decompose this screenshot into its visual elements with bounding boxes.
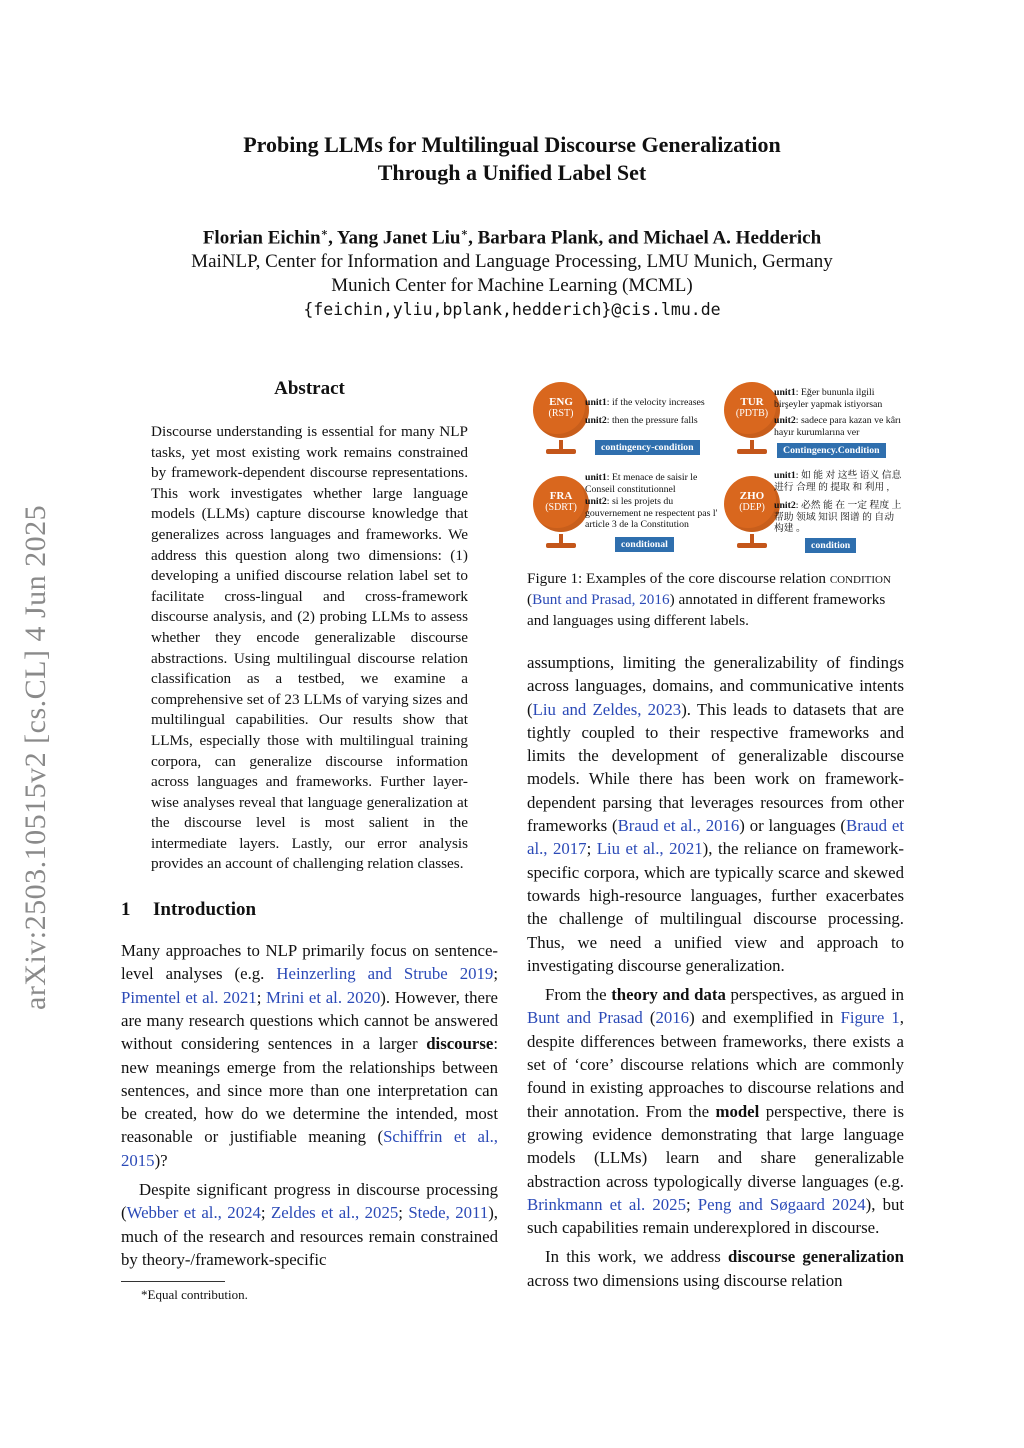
unit1-text: unit1: 如 能 对 这些 语义 信息 进行 合理 的 提取 和 利用 , [774,470,902,493]
globe-icon: ZHO (DEP) [724,476,780,532]
citation-link[interactable]: Zeldes et al., 2025 [270,1203,399,1223]
citation-link[interactable]: Pimentel et al. 2021 [121,987,257,1007]
relation-label: condition [805,538,856,553]
globe-base [546,449,576,454]
right-column [527,376,904,1292]
author-emails: {feichin,yliu,bplank,hedderich}@cis.lmu.de [303,300,721,320]
unit2-text: unit2: 必然 能 在 一定 程度 上 帮助 领域 知识 图谱 的 自动 构建 。 [774,500,902,534]
figure-reference-link[interactable]: Figure 1 [840,1008,900,1028]
relation-label: conditional [615,537,674,552]
section-heading-introduction [121,897,498,923]
citation-link[interactable]: Braud et al., 2017 [527,816,904,859]
globe-base [737,449,767,454]
citation-link[interactable]: 2016 [655,1008,690,1028]
relation-label: contingency-condition [595,440,700,455]
intro-paragraph-3: assumptions, limiting the generalizability of findings across languages, domains, and communicative intents (Liu and Zeldes, 2023). This leads to datasets that are tightly coupled to their respective frameworks and limits the development of generalizable discourse models. While there has been work on framework-dependent parsing that leverages resources from other frameworks (Braud et al., 2016) or languages (Braud et al., 2017; Liu et al., 2021), the reliance on framework-specific corpora, which are typically scarce and skewed towards high-resource languages, further exacerbates the challenge of multilingual discourse processing. Thus, we need a unified view and approach to investigating discourse generalization. [527,653,904,975]
citation-link[interactable]: Schiffrin et al., 2015 [121,1127,498,1170]
left-column [121,376,498,1304]
unit1-text: unit1: if the velocity increases [585,397,705,408]
globe-base [737,543,767,548]
figure-1-caption: Figure 1: Examples of the core discourse relation condition (Bunt and Prasad, 2016) annotated in different frameworks and languages using different labels. [527,570,891,629]
citation-link[interactable]: Liu and Zeldes, 2023 [532,699,682,719]
unit2-text: unit2: sadece para kazan ve kârı hayır kurumlarına ver [774,415,902,438]
author-block [0,221,1024,322]
globe-icon: TUR (PDTB) [724,382,780,438]
abstract-text: Discourse understanding is essential for many NLP tasks, yet most existing work remains constrained by framework-dependent discourse representations. This work investigates whether large language models (LLMs) capture discourse knowledge that generalizes across languages and frameworks. We address this question along two dimensions: (1) developing a unified discourse relation label set to facilitate cross-lingual and cross-framework discourse analysis, and (2) probing LLMs to assess whether they encode generalizable discourse abstractions. Using multilingual discourse relation classification as a testbed, we examine a comprehensive set of 23 LLMs of varying sizes and multilingual capabilities. Our results show that LLMs, especially those with multilingual training corpora, can generalize discourse information across languages and frameworks. Further layer-wise analyses reveal that language generalization at the discourse level is most salient in the intermediate layers. Lastly, our error analysis provides an account of challenging relation classes. [151,423,468,873]
citation-link[interactable]: Liu et al., 2021 [596,839,703,859]
citation-link[interactable]: Braud et al., 2016 [617,816,740,836]
globe-icon: ENG (RST) [533,382,589,438]
citation-link[interactable]: Bunt and Prasad, 2016 [532,591,670,608]
citation-link[interactable]: Stede, 2011 [408,1203,489,1223]
footnote-rule [121,1281,225,1282]
globe-icon: FRA (SDRT) [533,476,589,532]
citation-link[interactable]: Heinzerling and Strube 2019 [276,964,494,984]
footnote-equal-contribution: *Equal contribution. [141,1287,248,1303]
unit2-text: unit2: si les projets du gouvernement ne respectent pas l' article 3 de la Constitution [585,496,718,530]
author-names: Florian Eichin∗, Yang Janet Liu∗, Barbara Plank, and Michael A. Hedderich [202,227,822,249]
arxiv-identifier: arXiv:2503.10515v2 [cs.CL] 4 Jun 2025 [19,504,52,1010]
title-line-1: Probing LLMs for Multilingual Discourse Generalization [243,132,781,157]
affiliation-1: MaiNLP, Center for Information and Language Processing, LMU Munich, Germany [191,251,833,273]
intro-paragraph-4: From the theory and data perspectives, as argued in Bunt and Prasad (2016) and exemplified in Figure 1, despite differences between frameworks, there exists a set of ‘core’ discourse relations which are commonly found in existing approaches to discourse relations and their annotation. From the model perspective, there is growing evidence demonstrating that large language models (LLMs) learn and share generalizable abstraction across typologically diverse languages (e.g. Brinkmann et al. 2025; Peng and Søgaard 2024), but such capabilities remain underexplored in discourse. [527,985,905,1238]
intro-paragraph-5: In this work, we address discourse generalization across two dimensions using discourse relation [527,1247,904,1290]
citation-link[interactable]: Peng and Søgaard 2024 [697,1194,866,1214]
globe-base [546,543,576,548]
citation-link[interactable]: Webber et al., 2024 [126,1203,261,1223]
figure-1 [527,376,904,556]
unit1-text: unit1: Et menace de saisir le Conseil constitutionnel [585,472,698,495]
unit1-text: unit1: Eğer bununla ilgili birşeyler yapmak istiyorsan [774,387,883,410]
citation-link[interactable]: Mrini et al. 2020 [266,987,381,1007]
title-line-2: Through a Unified Label Set [377,160,647,185]
relation-label: Contingency.Condition [777,443,886,458]
paper-title [0,131,1024,187]
unit2-text: unit2: then the pressure falls [585,415,698,426]
citation-link[interactable]: Bunt and Prasad [527,1008,643,1028]
section-title: Introduction [153,899,257,921]
affiliation-2: Munich Center for Machine Learning (MCML) [331,275,693,297]
citation-link[interactable]: Brinkmann et al. 2025 [527,1194,686,1214]
section-number: 1 [121,899,131,921]
abstract-heading: Abstract [274,378,345,399]
intro-paragraph-1: Many approaches to NLP primarily focus on sentence-level analyses (e.g. Heinzerling and Strube 2019; Pimentel et al. 2021; Mrini et al. 2020). However, there are many research questions which cannot be answered without considering sentences in a larger discourse: new meanings emerge from the relationships between sentences, and since more than one interpretation can be created, how do we determine the intended, most reasonable or justifiable meaning (Schiffrin et al., 2015)? [121,941,498,1170]
intro-paragraph-2: Despite significant progress in discourse processing (Webber et al., 2024; Zeldes et al., 2025; Stede, 2011), much of the research and resources remain constrained by theory-/framework-specific [121,1180,499,1269]
